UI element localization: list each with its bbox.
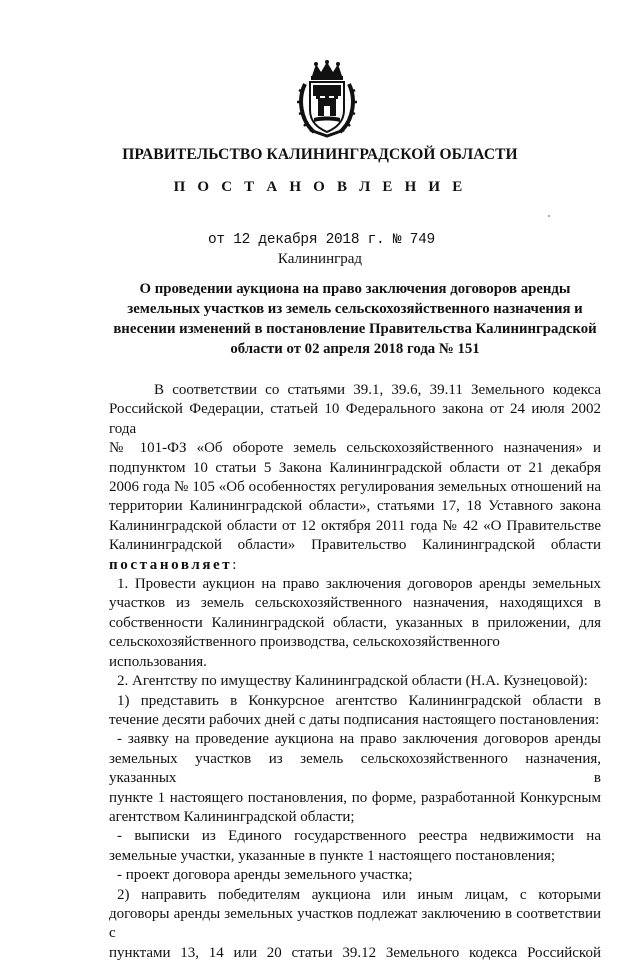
body-line: № 101-ФЗ «Об обороте земель сельскохозяйственного назначения» и (109, 440, 601, 457)
body-line: 2006 года № 105 «Об особенностях регулирования земельных отношений на (109, 479, 601, 496)
government-name: ПРАВИТЕЛЬСТВО КАЛИНИНГРАДСКОЙ ОБЛАСТИ (122, 146, 518, 163)
body-line: - проект договора аренды земельного участка; (117, 867, 413, 884)
title-line: внесении изменений в постановление Правительства Калининградской (113, 321, 597, 337)
body-line: Калининградской области от 12 октября 2011 года № 42 «О Правительстве (109, 517, 601, 534)
body-line: Калининградской области» Правительство Калининградской области (109, 537, 601, 554)
body-line: 2) направить победителям аукциона или иным лицам, с которыми (117, 886, 601, 903)
body-line: 1) представить в Конкурсное агентство Калининградской области в (117, 692, 601, 709)
body-line: пункте 1 настоящего постановления, по форме, разработанной Конкурсным (109, 789, 601, 806)
resolves-line (109, 556, 601, 575)
document-title (110, 279, 600, 359)
date-line (208, 232, 435, 248)
number-sign: № (392, 232, 402, 248)
body-line: Российской Федерации, статьей 10 Федерального закона от 24 июля 2002 года (109, 401, 601, 437)
body-line: - заявку на проведение аукциона на право заключения договоров аренды (117, 731, 601, 748)
coat-of-arms-emblem (296, 60, 358, 138)
resolves-word: постановляет (109, 556, 233, 573)
body-line: сельскохозяйственного производства, сельскохозяйственного использования. (109, 634, 500, 670)
body-line: участков из земель сельскохозяйственного назначения, находящихся в (109, 595, 601, 612)
document-type: П О С Т А Н О В Л Е Н И Е (173, 179, 467, 195)
resolves-colon: : (232, 556, 237, 573)
title-line: области от 02 апреля 2018 года № 151 (230, 341, 480, 357)
body-line: - выписки из Единого государственного реестра недвижимости на (117, 828, 601, 845)
document-number: 749 (409, 232, 435, 248)
body-line: подпунктом 10 статьи 5 Закона Калининградской области от 21 декабря (109, 459, 601, 476)
document-body (109, 381, 601, 963)
body-line: земельных участков из земель сельскохозяйственного назначения, указанных в (109, 750, 601, 787)
body-line: 1. Провести аукцион на право заключения договоров аренды земельных (117, 576, 601, 593)
body-line: В соответствии со статьями 39.1, 39.6, 39.11 Земельного кодекса (154, 382, 601, 398)
body-line: течение десяти рабочих дней с даты подписания настоящего постановления: (109, 711, 600, 728)
body-line: земельные участки, указанные в пункте 1 настоящего постановления; (109, 847, 556, 864)
title-line: О проведении аукциона на право заключения договоров аренды (139, 281, 571, 297)
body-line: собственности Калининградской области, указанных в приложении, для (109, 614, 601, 631)
title-line: земельных участков из земель сельскохозяйственного назначения и (127, 301, 583, 317)
body-line: территории Калининградской области», статьями 17, 18 Уставного закона (109, 498, 601, 515)
scan-speck (548, 215, 550, 217)
city: Калининград (277, 251, 363, 267)
body-line: 2. Агентству по имуществу Калининградской области (Н.А. Кузнецовой): (117, 673, 588, 690)
body-line: договоры аренды земельных участков подлежат заключению в соответствии с (109, 905, 601, 942)
body-line: пунктами 13, 14 или 20 статьи 39.12 Земельного кодекса Российской (109, 944, 601, 961)
document-date: 12 декабря 2018 г. (233, 232, 385, 248)
date-prefix: от (208, 232, 225, 248)
body-line: агентством Калининградской области; (109, 808, 355, 825)
